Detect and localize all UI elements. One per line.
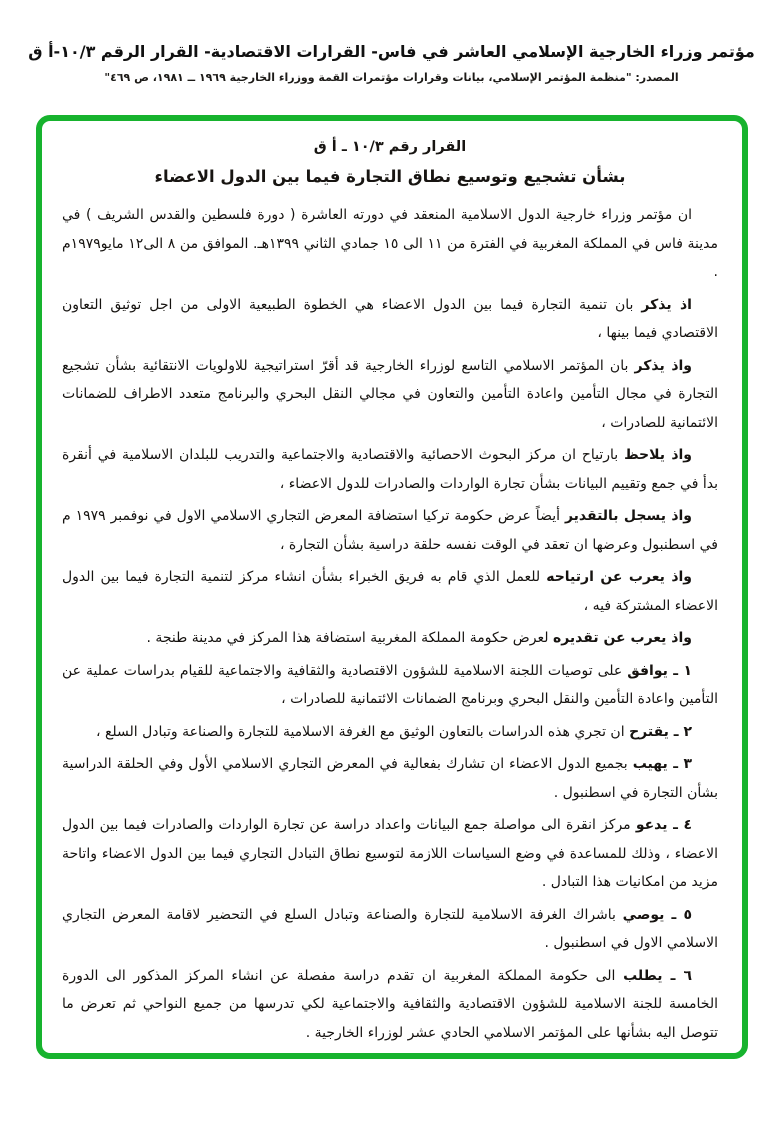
paragraph-text: بان المؤتمر الاسلامي التاسع لوزراء الخارجية قد أقرّ استراتيجية للاولويات الانتقائية بشأن تشجيع التجارة في مجال التأمين واعادة التأمين والتعاون في مجالي النقل البحري والبرنامج متعدد الاطراف للضمانات الائتمانية للصادرات ، (62, 357, 718, 431)
resolution-clause (62, 657, 718, 714)
paragraph-text: ان مؤتمر وزراء خارجية الدول الاسلامية المنعقد في دورته العاشرة ( دورة فلسطين والقدس الشريف ) في مدينة فاس في المملكة المغربية في الفترة من ١١ الى ١٥ جمادي الثاني ١٣٩٩هـ. الموافق من ٨ الى١٢ مايو١٩٧٩م . (62, 207, 718, 280)
resolution-clause (62, 811, 718, 897)
clause-lead: ٣ ـ يهيب (632, 756, 693, 772)
paragraph-lead: واذ يلاحظ (624, 447, 692, 463)
paragraph-lead: واذ يعرب عن ارتياحه (546, 569, 693, 585)
clause-lead: ٦ ـ يطلب (623, 967, 693, 984)
resolution-paragraph (62, 502, 718, 559)
clause-text: على توصيات اللجنة الاسلامية للشؤون الاقتصادية والثقافية والاجتماعية للقيام بدراسات عملية عن التأمين واعادة التأمين والنقل البحري وبرنامج الضمانات الائتمانية للصادرات ، (62, 662, 718, 707)
clause-text: باشراك الغرفة الاسلامية للتجارة والصناعة وتبادل السلع في التحضير لاقامة المعرض التجاري الاسلامي الاول في اسطنبول . (62, 906, 718, 951)
resolution-frame (36, 115, 748, 1059)
resolution-clause (62, 750, 718, 807)
resolution-clause (62, 718, 718, 747)
document-header (0, 42, 783, 84)
paragraph-lead: واذ يذكر (634, 357, 692, 374)
clause-text: ان تجري هذه الدراسات بالتعاون الوثيق مع الغرفة الاسلامية للتجارة والصناعة وتبادل السلع ، (95, 723, 625, 740)
resolution-paragraph (62, 352, 718, 438)
clause-lead: ١ ـ يوافق (627, 662, 692, 679)
clause-text: الى حكومة المملكة المغربية ان تقدم دراسة مفصلة عن انشاء المركز المذكور الى الدورة الخامسة للجنة الاسلامية للشؤون الاقتصادية والثقافية والاجتماعية لكي تدرسها من جميع النواحي ثم تعرض ما تتوصل اليه بشأنها على المؤتمر الاسلامي الحادي عشر لوزراء الخارجية . (62, 967, 718, 1041)
clause-text: بجميع الدول الاعضاء ان تشارك بفعالية في المعرض التجاري الاسلامي الأول وفي الحلقة الدراسية بشأن التجارة في اسطنبول . (62, 756, 718, 801)
resolution-number: القرار رقم ١٠/٣ ـ أ ق (313, 139, 467, 155)
clause-lead: ٢ ـ يقترح (629, 723, 692, 740)
paragraph-text: أيضاً عرض حكومة تركيا استضافة المعرض التجاري الاسلامي الاول في نوفمبر ١٩٧٩ م في اسطنبول وعرضها ان تعقد في الوقت نفسه حلقة دراسية بشأن التجارة ، (62, 508, 718, 553)
resolution-paragraph (62, 201, 718, 287)
paragraph-lead: واذ يسجل بالتقدير (564, 508, 693, 524)
header-title: مؤتمر وزراء الخارجية الإسلامي العاشر في فاس- القرارات الاقتصادية- القرار الرقم ١٠/٣-أ ق (28, 42, 755, 61)
clause-lead: ٥ ـ يوصي (622, 906, 692, 923)
header-source: المصدر: "منظمة المؤتمر الإسلامي، بيانات وقرارات مؤتمرات القمة ووزراء الخارجية ١٩٦٩ ــ ١٩٨١، ص ٤٦٩" (104, 71, 679, 84)
resolution-paragraph (62, 563, 718, 620)
resolution-paragraph (62, 441, 718, 498)
resolution-subject: بشأن تشجيع وتوسيع نطاق التجارة فيما بين الدول الاعضاء (154, 167, 626, 186)
paragraph-lead: اذ يذكر (641, 296, 692, 313)
paragraph-text: للعمل الذي قام به فريق الخبراء بشأن انشاء مركز لتنمية التجارة فيما بين الدول الاعضاء المشتركة فيه ، (62, 569, 718, 614)
resolution-paragraph (62, 624, 718, 653)
resolution-paragraph (62, 291, 718, 348)
resolution-clause (62, 901, 718, 958)
paragraph-text: بان تنمية التجارة فيما بين الدول الاعضاء هي الخطوة الطبيعية الاولى من اجل توثيق التعاون الاقتصادي فيما بينها ، (62, 296, 718, 341)
resolution-clause (62, 962, 718, 1048)
paragraph-text: لعرض حكومة المملكة المغربية استضافة هذا المركز في مدينة طنجة . (146, 630, 549, 646)
paragraph-lead: واذ يعرب عن تقديره (552, 630, 692, 646)
paragraph-text: بارتياح ان مركز البحوث الاحصائية والاقتصادية والاجتماعية والتدريب للبلدان الاسلامية في أنقرة بدأ في جمع وتقييم البيانات بشأن تجارة الواردات والصادرات للدول الاعضاء ، (62, 447, 718, 492)
clause-lead: ٤ ـ يدعو (635, 817, 692, 833)
clause-text: مركز انقرة الى مواصلة جمع البيانات واعداد دراسة عن تجارة الواردات والصادرات فيما بين الدول الاعضاء ، وذلك للمساعدة في وضع السياسات اللازمة لتوسيع نطاق التبادل التجاري فيما بين الدول الاعضاء واتاحة مزيد من امكانيات هذا التبادل . (62, 817, 718, 890)
